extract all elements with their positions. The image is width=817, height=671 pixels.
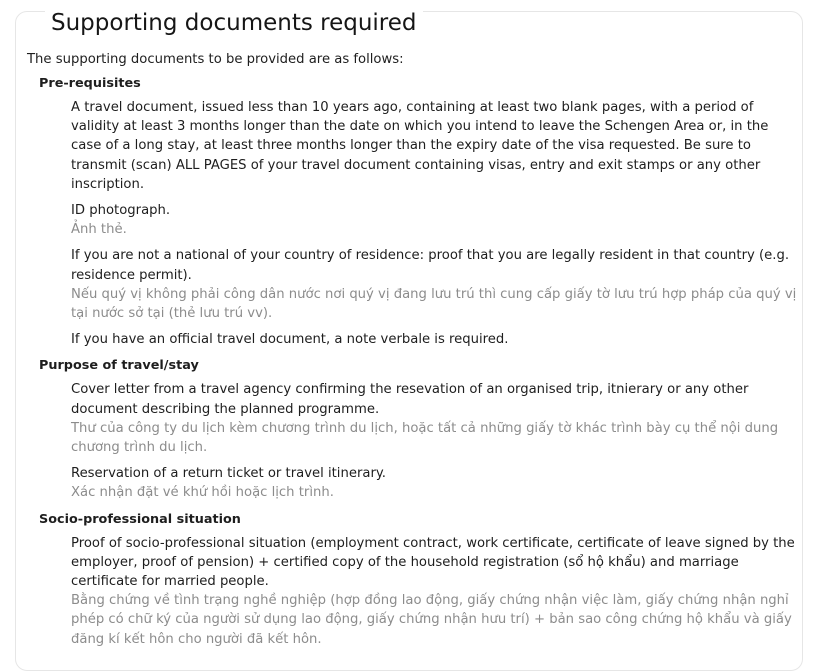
- panel-title: Supporting documents required: [45, 4, 423, 42]
- section-purpose-of-travel: [39, 356, 799, 502]
- list-item: [71, 464, 799, 502]
- section-socio-professional: [39, 510, 799, 649]
- list-item: [71, 246, 799, 323]
- documents-list: [39, 74, 799, 649]
- section-items: [39, 534, 799, 649]
- item-text-vi: Ảnh thẻ.: [71, 222, 127, 238]
- list-item: [71, 534, 799, 649]
- item-text-en: If you are not a national of your country of residence: proof that you are legally resident in that country (e.g. residence permit).: [71, 248, 790, 283]
- item-text-en: If you have an official travel document, a note verbale is required.: [71, 332, 509, 348]
- list-item: [71, 380, 799, 457]
- list-item: [71, 201, 799, 239]
- section-items: [39, 380, 799, 502]
- item-text-vi: Bằng chứng về tình trạng nghề nghiệp (hợp đồng lao động, giấy chứng nhận việc làm, giấy chứng nhận nghỉ phép có chữ ký của người sử dụng lao động, giấy chứng nhận hưu trí) + bản sao công chứng hộ khẩu và giấy đăng kí kết hôn cho người đã kết hôn.: [71, 593, 792, 647]
- item-text-vi: Thư của công ty du lịch kèm chương trình du lịch, hoặc tất cả những giấy tờ khác trình bày cụ thể nội dung chương trình du lịch.: [71, 420, 779, 456]
- list-item: [71, 98, 799, 194]
- section-pre-requisites: [39, 74, 799, 349]
- list-item: [71, 330, 799, 349]
- item-text-vi: Xác nhận đặt vé khứ hồi hoặc lịch trình.: [71, 485, 334, 501]
- item-text-en: A travel document, issued less than 10 years ago, containing at least two blank pages, with a period of validity at least 3 months longer than the date on which you intend to leave the Schengen Area or, in the case of a long stay, at least three months longer than the expiry date of the visa requested. Be sure to transmit (scan) ALL PAGES of your travel document containing visas, entry and exit stamps or any other inscription.: [71, 100, 769, 192]
- item-text-en: Cover letter from a travel agency confirming the resevation of an organised trip, itnierary or any other document describing the planned programme.: [71, 382, 749, 417]
- section-title: Socio-professional situation: [39, 511, 241, 527]
- item-text-en: Reservation of a return ticket or travel itinerary.: [71, 466, 386, 482]
- section-title: Purpose of travel/stay: [39, 358, 199, 374]
- section-items: [39, 98, 799, 349]
- item-text-en: Proof of socio-professional situation (employment contract, work certificate, certificate of leave signed by the employer, proof of pension) + certified copy of the household registration (sổ hộ khẩu) and marriage certificate for married people.: [71, 535, 795, 590]
- item-text-en: ID photograph.: [71, 203, 171, 219]
- intro-text: The supporting documents to be provided are as follows:: [27, 52, 404, 67]
- section-title: Pre-requisites: [39, 76, 141, 91]
- item-text-vi: Nếu quý vị không phải công dân nước nơi quý vị đang lưu trú thì cung cấp giấy tờ lưu trú hợp pháp của quý vị tại nước sở tại (thẻ lưu trú vv).: [71, 286, 797, 322]
